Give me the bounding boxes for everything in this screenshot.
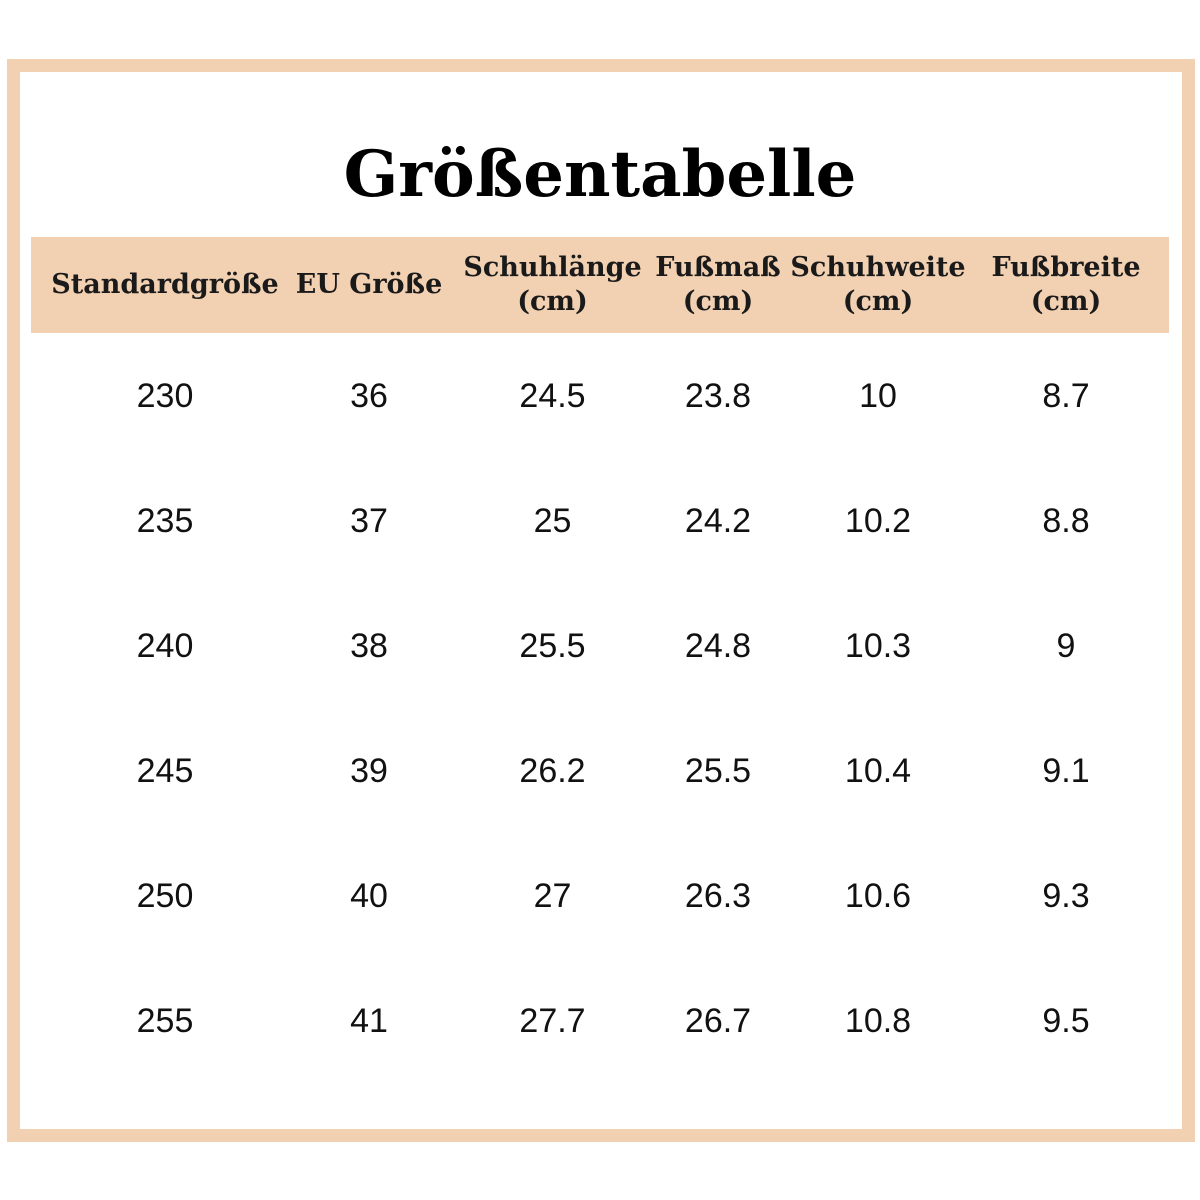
header-label: Standardgröße [51,269,279,300]
header-label: Schuhlänge [463,252,642,283]
table-cell: 39 [350,751,388,790]
table-cell: 26.3 [684,876,752,915]
table-cell: 10.3 [844,626,912,665]
table-cell: 27.7 [519,1001,586,1040]
table-body [31,333,1169,1083]
header-label: Fußmaß [655,252,781,283]
table-cell: 38 [350,626,388,665]
header-cell-eu-size [289,237,449,333]
table-cell: 245 [136,751,194,790]
table-cell: 25.5 [519,626,586,665]
table-cell: 23.8 [684,376,752,415]
header-label: EU Größe [295,269,443,300]
header-unit: (cm) [842,286,914,317]
table-cell: 8.7 [1042,376,1090,415]
table-cell: 26.2 [519,751,586,790]
table-header [31,237,1169,333]
table-cell: 36 [350,376,388,415]
table-row [31,333,1169,458]
table-cell: 26.7 [684,1001,752,1040]
table-row [31,958,1169,1083]
table-cell: 10.4 [844,751,912,790]
table-cell: 24.5 [519,376,586,415]
header-cell-foot-length [643,237,793,333]
table-cell: 9.5 [1042,1001,1090,1040]
table-cell: 10.2 [844,501,912,540]
header-unit: (cm) [682,286,754,317]
page-title: Größentabelle [343,137,857,212]
table-cell: 41 [350,1001,388,1040]
table-cell: 24.8 [684,626,752,665]
table-row [31,583,1169,708]
table-row [31,833,1169,958]
header-label: Fußbreite [991,252,1141,283]
table-cell: 10 [859,376,897,415]
table-cell: 9.1 [1042,751,1090,790]
header-cell-shoe-width [790,237,966,333]
table-cell: 37 [350,501,388,540]
table-cell: 25 [533,501,572,540]
table-cell: 8.8 [1042,501,1090,540]
table-cell: 27 [533,876,572,915]
table-cell: 25.5 [684,751,752,790]
header-cell-foot-width [983,237,1149,333]
table-row [31,708,1169,833]
header-label: Schuhweite [790,252,966,283]
table-cell: 10.8 [844,1001,912,1040]
table-cell: 24.2 [684,501,752,540]
table-cell: 10.6 [844,876,912,915]
table-row [31,458,1169,583]
header-unit: (cm) [1030,286,1102,317]
table-cell: 9 [1056,626,1076,665]
table-cell: 250 [136,876,194,915]
table-cell: 40 [350,876,388,915]
table-cell: 230 [136,376,194,415]
table-cell: 255 [136,1001,194,1040]
header-unit: (cm) [517,286,588,317]
header-cell-shoe-length [461,237,644,333]
table-cell: 9.3 [1042,876,1090,915]
table-cell: 235 [136,501,194,540]
header-cell-standard-size [31,237,299,333]
table-cell: 240 [136,626,194,665]
